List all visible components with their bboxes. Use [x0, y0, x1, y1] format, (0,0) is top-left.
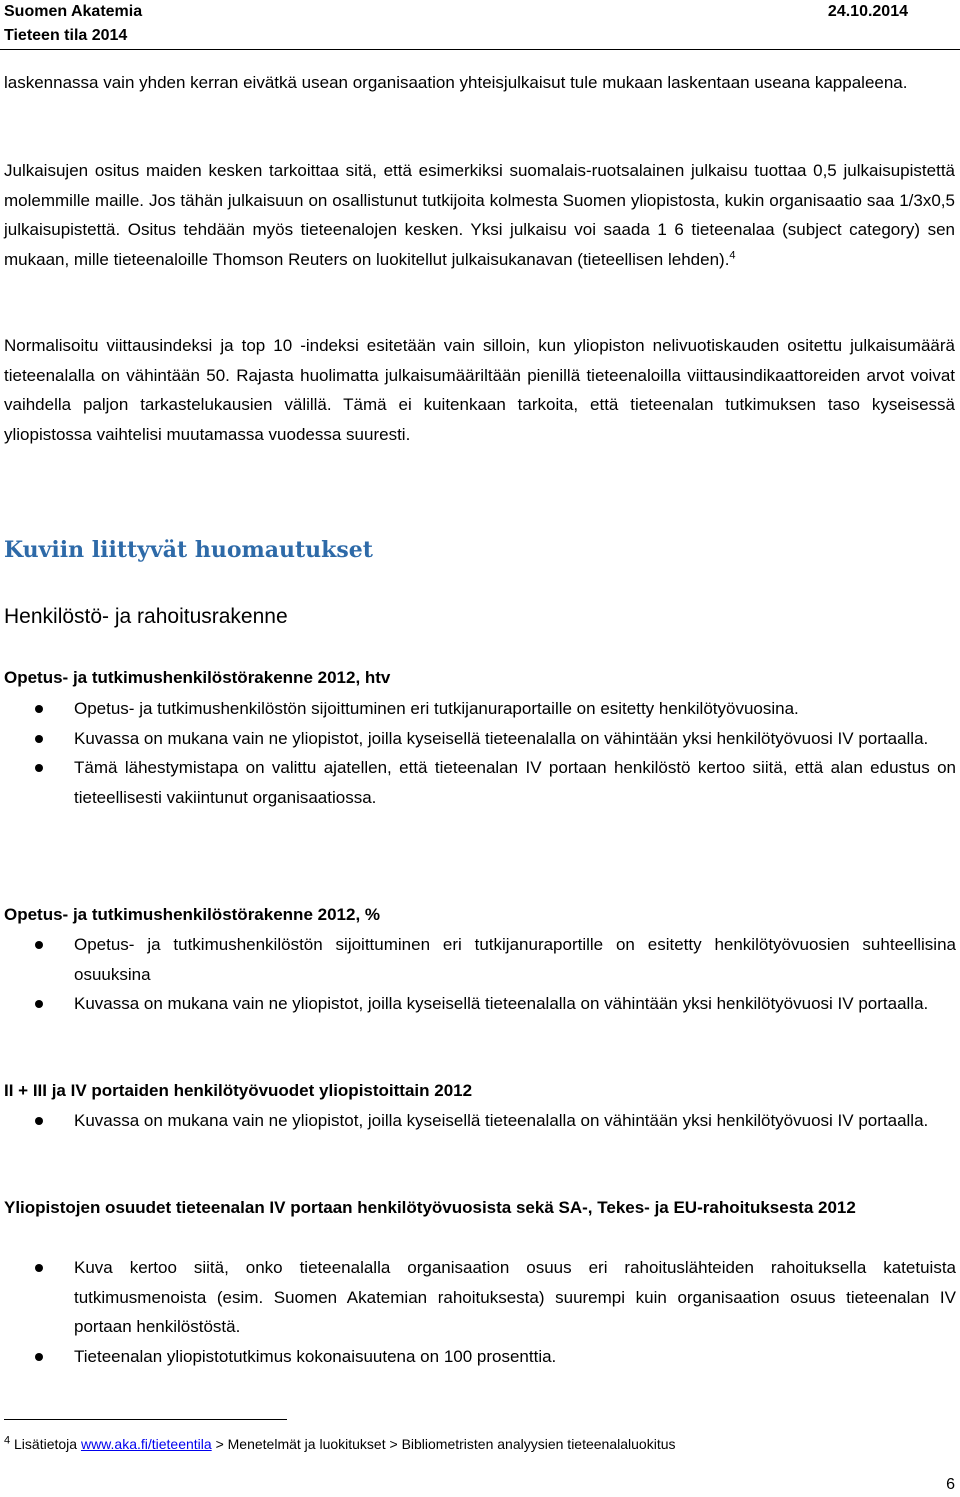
footnote-separator: [4, 1419, 287, 1420]
footnote-ref[interactable]: 4: [729, 248, 736, 261]
bullet-icon: [35, 1117, 43, 1125]
paragraph-3-text: Normalisoitu viittausindeksi ja top 10 -indeksi esitetään vain silloin, kun yliopiston nelivuotiskauden ositettu julkaisumäärä tieteenalalla on vähintään 50. Rajasta huolimatta julkaisumääriltään pienillä tieteenaloilla viittausindikaattoreiden arvot voivat vaihdella paljon tarkastelukausien välillä. Tämä ei kuitenkaan tarkoita, että tieteenalan tutkimuksen taso kyseisessä yliopistossa vaihtelisi muutamassa vuodessa suuresti.: [4, 336, 955, 444]
footnote-link[interactable]: www.aka.fi/tieteentila: [80, 1436, 212, 1452]
group-1-heading: Opetus- ja tutkimushenkilöstörakenne 2012, htv: [4, 668, 391, 687]
paragraph-2-body: Julkaisujen ositus maiden kesken tarkoittaa sitä, että esimerkiksi suomalais-ruotsalainen julkaisu tuottaa 0,5 julkaisupistettä molemmille maille. Jos tähän julkaisuun on osallistunut tutkijoita kolmesta Suomen yliopistosta, kukin organisaatio saa 1/3x0,5 julkaisupistettä. Ositus tehdään myös tieteenalojen kesken. Yksi julkaisu voi saada 1 6 tieteenalaa (subject category) sen mukaan, mille tieteenaloille Thomson Reuters on luokitellut julkaisukanavan (tieteellisen lehden).: [4, 161, 955, 269]
list-item: Tieteenalan yliopistotutkimus kokonaisuutena on 100 prosenttia.: [0, 1342, 956, 1372]
group-3-list: [0, 1106, 956, 1136]
group-4-list: [0, 1253, 956, 1371]
list-item: Kuva kertoo siitä, onko tieteenalalla organisaation osuus eri rahoituslähteiden rahoituksella katetuista tutkimusmenoista (esim. Suomen Akatemian rahoituksesta) suurempi kuin organisaation osuus tieteenalan IV portaan henkilöstöstä.: [0, 1253, 956, 1342]
header-date: 24.10.2014: [827, 3, 908, 20]
paragraph-3: [4, 331, 955, 449]
header-report: Tieteen tila 2014: [4, 27, 128, 44]
list-item: Kuvassa on mukana vain ne yliopistot, joilla kyseisellä tieteenalalla on vähintään yksi henkilötyövuosi IV portaalla.: [0, 989, 956, 1019]
paragraph-2-text: [4, 156, 955, 274]
header-rule: [0, 49, 960, 50]
bullet-icon: [35, 705, 43, 713]
list-item: Opetus- ja tutkimushenkilöstön sijoittuminen eri tutkijanuraportaille on esitetty henkilötyövuosina.: [0, 694, 956, 724]
group-3-heading: II + III ja IV portaiden henkilötyövuodet yliopistoittain 2012: [4, 1081, 473, 1100]
bullet-icon: [35, 735, 43, 743]
list-item: Opetus- ja tutkimushenkilöstön sijoittuminen eri tutkijanuraportille on esitetty henkilötyövuosien suhteellisina osuuksina: [0, 930, 956, 989]
bullet-icon: [35, 1000, 43, 1008]
list-item: Kuvassa on mukana vain ne yliopistot, joilla kyseisellä tieteenalalla on vähintään yksi henkilötyövuosi IV portaalla.: [0, 724, 956, 754]
group-2-list: [0, 930, 956, 1019]
bullet-icon: [35, 941, 43, 949]
group-2-heading: Opetus- ja tutkimushenkilöstörakenne 2012, %: [4, 905, 381, 924]
paragraph-1-text: laskennassa vain yhden kerran eivätkä usean organisaation yhteisjulkaisut tule mukaan laskentaan useana kappaleena.: [4, 73, 908, 92]
bullet-icon: [35, 764, 43, 772]
footnote-prefix: Lisätietoja: [14, 1436, 78, 1452]
section-heading: Kuviin liittyvät huomautukset: [4, 537, 373, 563]
paragraph-2: [4, 156, 955, 274]
paragraph-1: [4, 68, 955, 98]
group-4-heading: Yliopistojen osuudet tieteenalan IV portaan henkilötyövuosista sekä SA-, Tekes- ja EU-rahoituksesta 2012: [4, 1198, 856, 1217]
header-org: Suomen Akatemia: [4, 3, 143, 20]
bullet-icon: [35, 1353, 43, 1361]
footnote-suffix: > Menetelmät ja luokitukset > Bibliometristen analyysien tieteenalaluokitus: [215, 1436, 676, 1452]
running-header-left: [4, 0, 142, 48]
footnote-number: 4: [4, 1434, 11, 1447]
subsection-heading: Henkilöstö- ja rahoitusrakenne: [4, 605, 288, 628]
list-item: Tämä lähestymistapa on valittu ajatellen, että tieteenalan IV portaan henkilöstö kertoo siitä, että alan edustus on tieteellisesti vakiintunut organisaatiossa.: [0, 753, 956, 812]
bullet-icon: [35, 1264, 43, 1272]
list-item: Kuvassa on mukana vain ne yliopistot, joilla kyseisellä tieteenalalla on vähintään yksi henkilötyövuosi IV portaalla.: [0, 1106, 956, 1136]
page-number: 6: [946, 1476, 955, 1493]
footnote: [4, 1432, 676, 1456]
group-1-list: [0, 694, 956, 812]
